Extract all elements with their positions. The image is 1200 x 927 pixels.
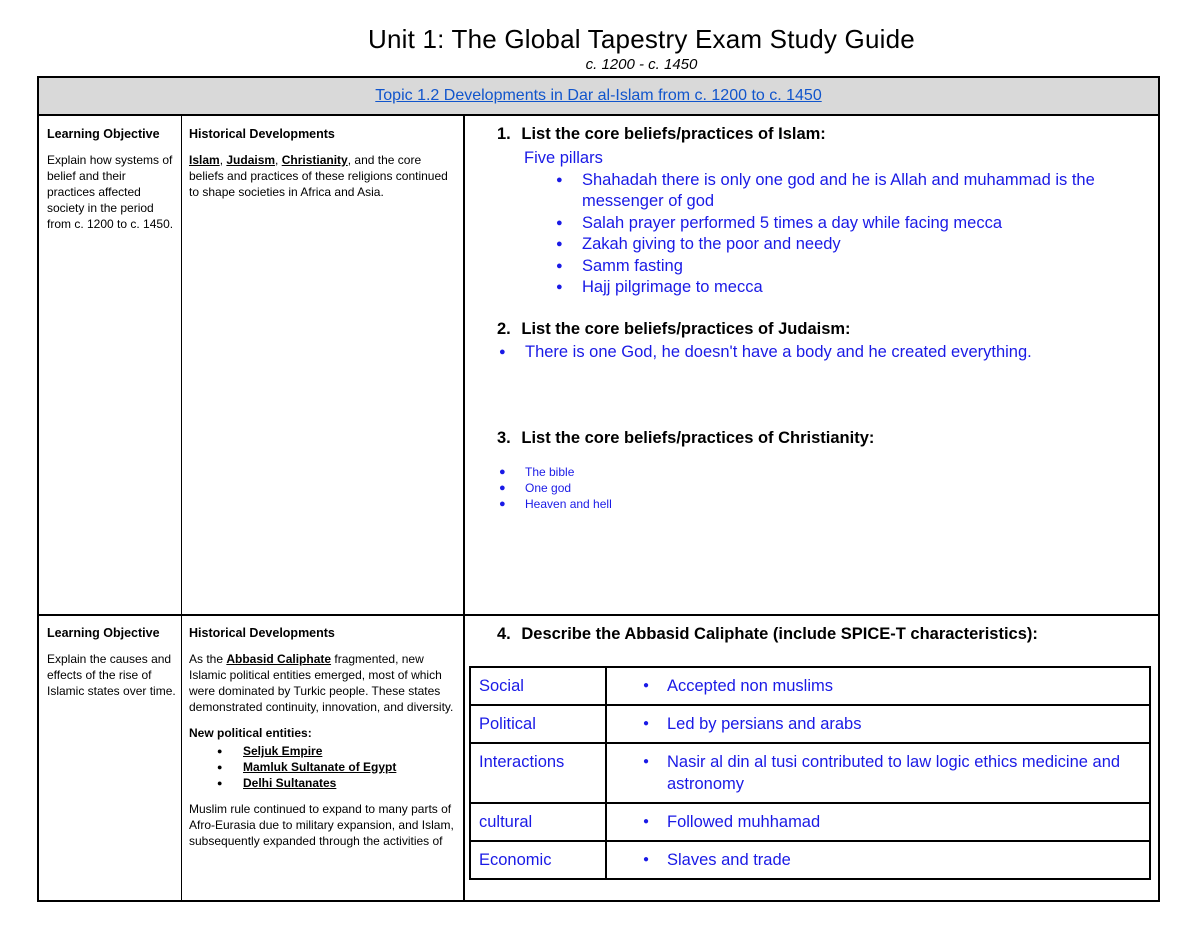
list-item[interactable]: ● Delhi Sultanates — [189, 775, 459, 791]
list-item: ● Shahadah there is only one god and he is Allah and muhammad is the messenger of god — [556, 170, 1154, 213]
spice-category: Economic — [470, 841, 606, 879]
spice-category: Political — [470, 705, 606, 743]
question-text: List the core beliefs/practices of Islam: — [521, 125, 826, 143]
entities-header: New political entities: — [189, 726, 312, 740]
answer-3-list — [499, 464, 899, 512]
historical-developments-header: Historical Developments — [189, 127, 335, 141]
spice-value — [606, 841, 1150, 879]
list-item: ● Hajj pilgrimage to mecca — [556, 277, 1154, 299]
list-item: ● Salah prayer performed 5 times a day while facing mecca — [556, 213, 1154, 235]
list-item[interactable]: ● Seljuk Empire — [189, 743, 459, 759]
judaism-link[interactable]: Judaism — [226, 153, 276, 167]
study-guide-table — [37, 76, 1160, 902]
spice-category: cultural — [470, 803, 606, 841]
answer-1-intro: Five pillars — [524, 149, 603, 167]
historical-developments-cell — [189, 126, 459, 200]
question-number: 2. — [497, 320, 511, 338]
spice-value — [606, 803, 1150, 841]
table-row — [470, 667, 1150, 705]
table-row — [470, 841, 1150, 879]
list-item: ● Nasir al din al tusi contributed to law logic ethics medicine and astronomy — [615, 751, 1141, 795]
list-item: ● There is one God, he doesn't have a body and he created everything. — [499, 342, 1149, 364]
spice-value — [606, 667, 1150, 705]
question-4 — [497, 625, 1038, 644]
spice-category: Interactions — [470, 743, 606, 803]
historical-developments-header: Historical Developments — [189, 626, 335, 640]
list-item: ● Accepted non muslims — [615, 675, 1141, 697]
separator: , — [275, 153, 282, 167]
answer-3 — [499, 464, 899, 512]
question-2 — [497, 320, 851, 339]
table-row — [470, 705, 1150, 743]
historical-developments-body: , and the core beliefs and practices of these religions continued to shape societies in Africa and Asia. — [189, 153, 448, 199]
spice-category: Social — [470, 667, 606, 705]
historical-developments-text — [189, 651, 459, 715]
question-1 — [497, 125, 826, 144]
historical-developments-tail: Muslim rule continued to expand to many parts of Afro-Eurasia due to military expansion, and Islam, subsequently expanded through the activities of — [189, 802, 454, 848]
list-item: ● One god — [499, 480, 899, 496]
list-item: ● The bible — [499, 464, 899, 480]
historical-developments-text — [189, 152, 459, 200]
question-3 — [497, 429, 874, 448]
entities-list — [189, 743, 459, 791]
answer-1-list — [556, 170, 1154, 299]
list-item: ● Followed muhhamad — [615, 811, 1141, 833]
column-divider — [181, 116, 182, 902]
text-run: As the — [189, 652, 227, 666]
learning-objective-text: Explain the causes and effects of the rise of Islamic states over time. — [47, 652, 176, 698]
abbasid-caliphate-link[interactable]: Abbasid Caliphate — [226, 652, 332, 666]
topic-link[interactable]: Topic 1.2 Developments in Dar al-Islam from c. 1200 to c. 1450 — [375, 87, 822, 104]
separator: , — [219, 153, 227, 167]
learning-objective-header: Learning Objective — [47, 127, 160, 141]
question-text: List the core beliefs/practices of Judaism: — [521, 320, 851, 338]
historical-developments-cell — [189, 625, 459, 849]
page-subtitle: c. 1200 - c. 1450 — [585, 56, 698, 73]
islam-link[interactable]: Islam — [189, 153, 220, 167]
answer-2-list — [499, 342, 1149, 364]
list-item: ● Samm fasting — [556, 256, 1154, 278]
spice-value — [606, 743, 1150, 803]
page-title: Unit 1: The Global Tapestry Exam Study Guide — [368, 24, 915, 54]
christianity-link[interactable]: Christianity — [281, 153, 348, 167]
question-text: List the core beliefs/practices of Christianity: — [521, 429, 875, 447]
list-item: ● Heaven and hell — [499, 496, 899, 512]
learning-objective-header: Learning Objective — [47, 626, 160, 640]
learning-objective-text: Explain how systems of belief and their practices affected society in the period from c. 1200 to c. 1450. — [47, 153, 174, 231]
answer-2 — [499, 342, 1149, 364]
list-item: ● Zakah giving to the poor and needy — [556, 234, 1154, 256]
topic-header — [39, 78, 1158, 116]
table-row — [470, 803, 1150, 841]
spice-value — [606, 705, 1150, 743]
question-number: 3. — [497, 429, 511, 447]
text-run: fragmented, new Islamic political entities emerged, most of which were dominated by Turkic people. These states demonstrated continuity, innovation, and diversity. — [189, 652, 454, 714]
learning-objective-cell — [47, 126, 177, 232]
question-number: 4. — [497, 625, 511, 643]
spice-table — [469, 666, 1151, 880]
learning-objective-cell — [47, 625, 177, 699]
list-item: ● Slaves and trade — [615, 849, 1141, 871]
answer-1 — [524, 148, 1154, 299]
question-number: 1. — [497, 125, 511, 143]
list-item: ● Led by persians and arabs — [615, 713, 1141, 735]
question-text: Describe the Abbasid Caliphate (include SPICE-T characteristics): — [521, 625, 1038, 643]
column-divider — [463, 116, 465, 902]
list-item[interactable]: ● Mamluk Sultanate of Egypt — [189, 759, 459, 775]
row-divider — [39, 614, 1158, 616]
table-row — [470, 743, 1150, 803]
